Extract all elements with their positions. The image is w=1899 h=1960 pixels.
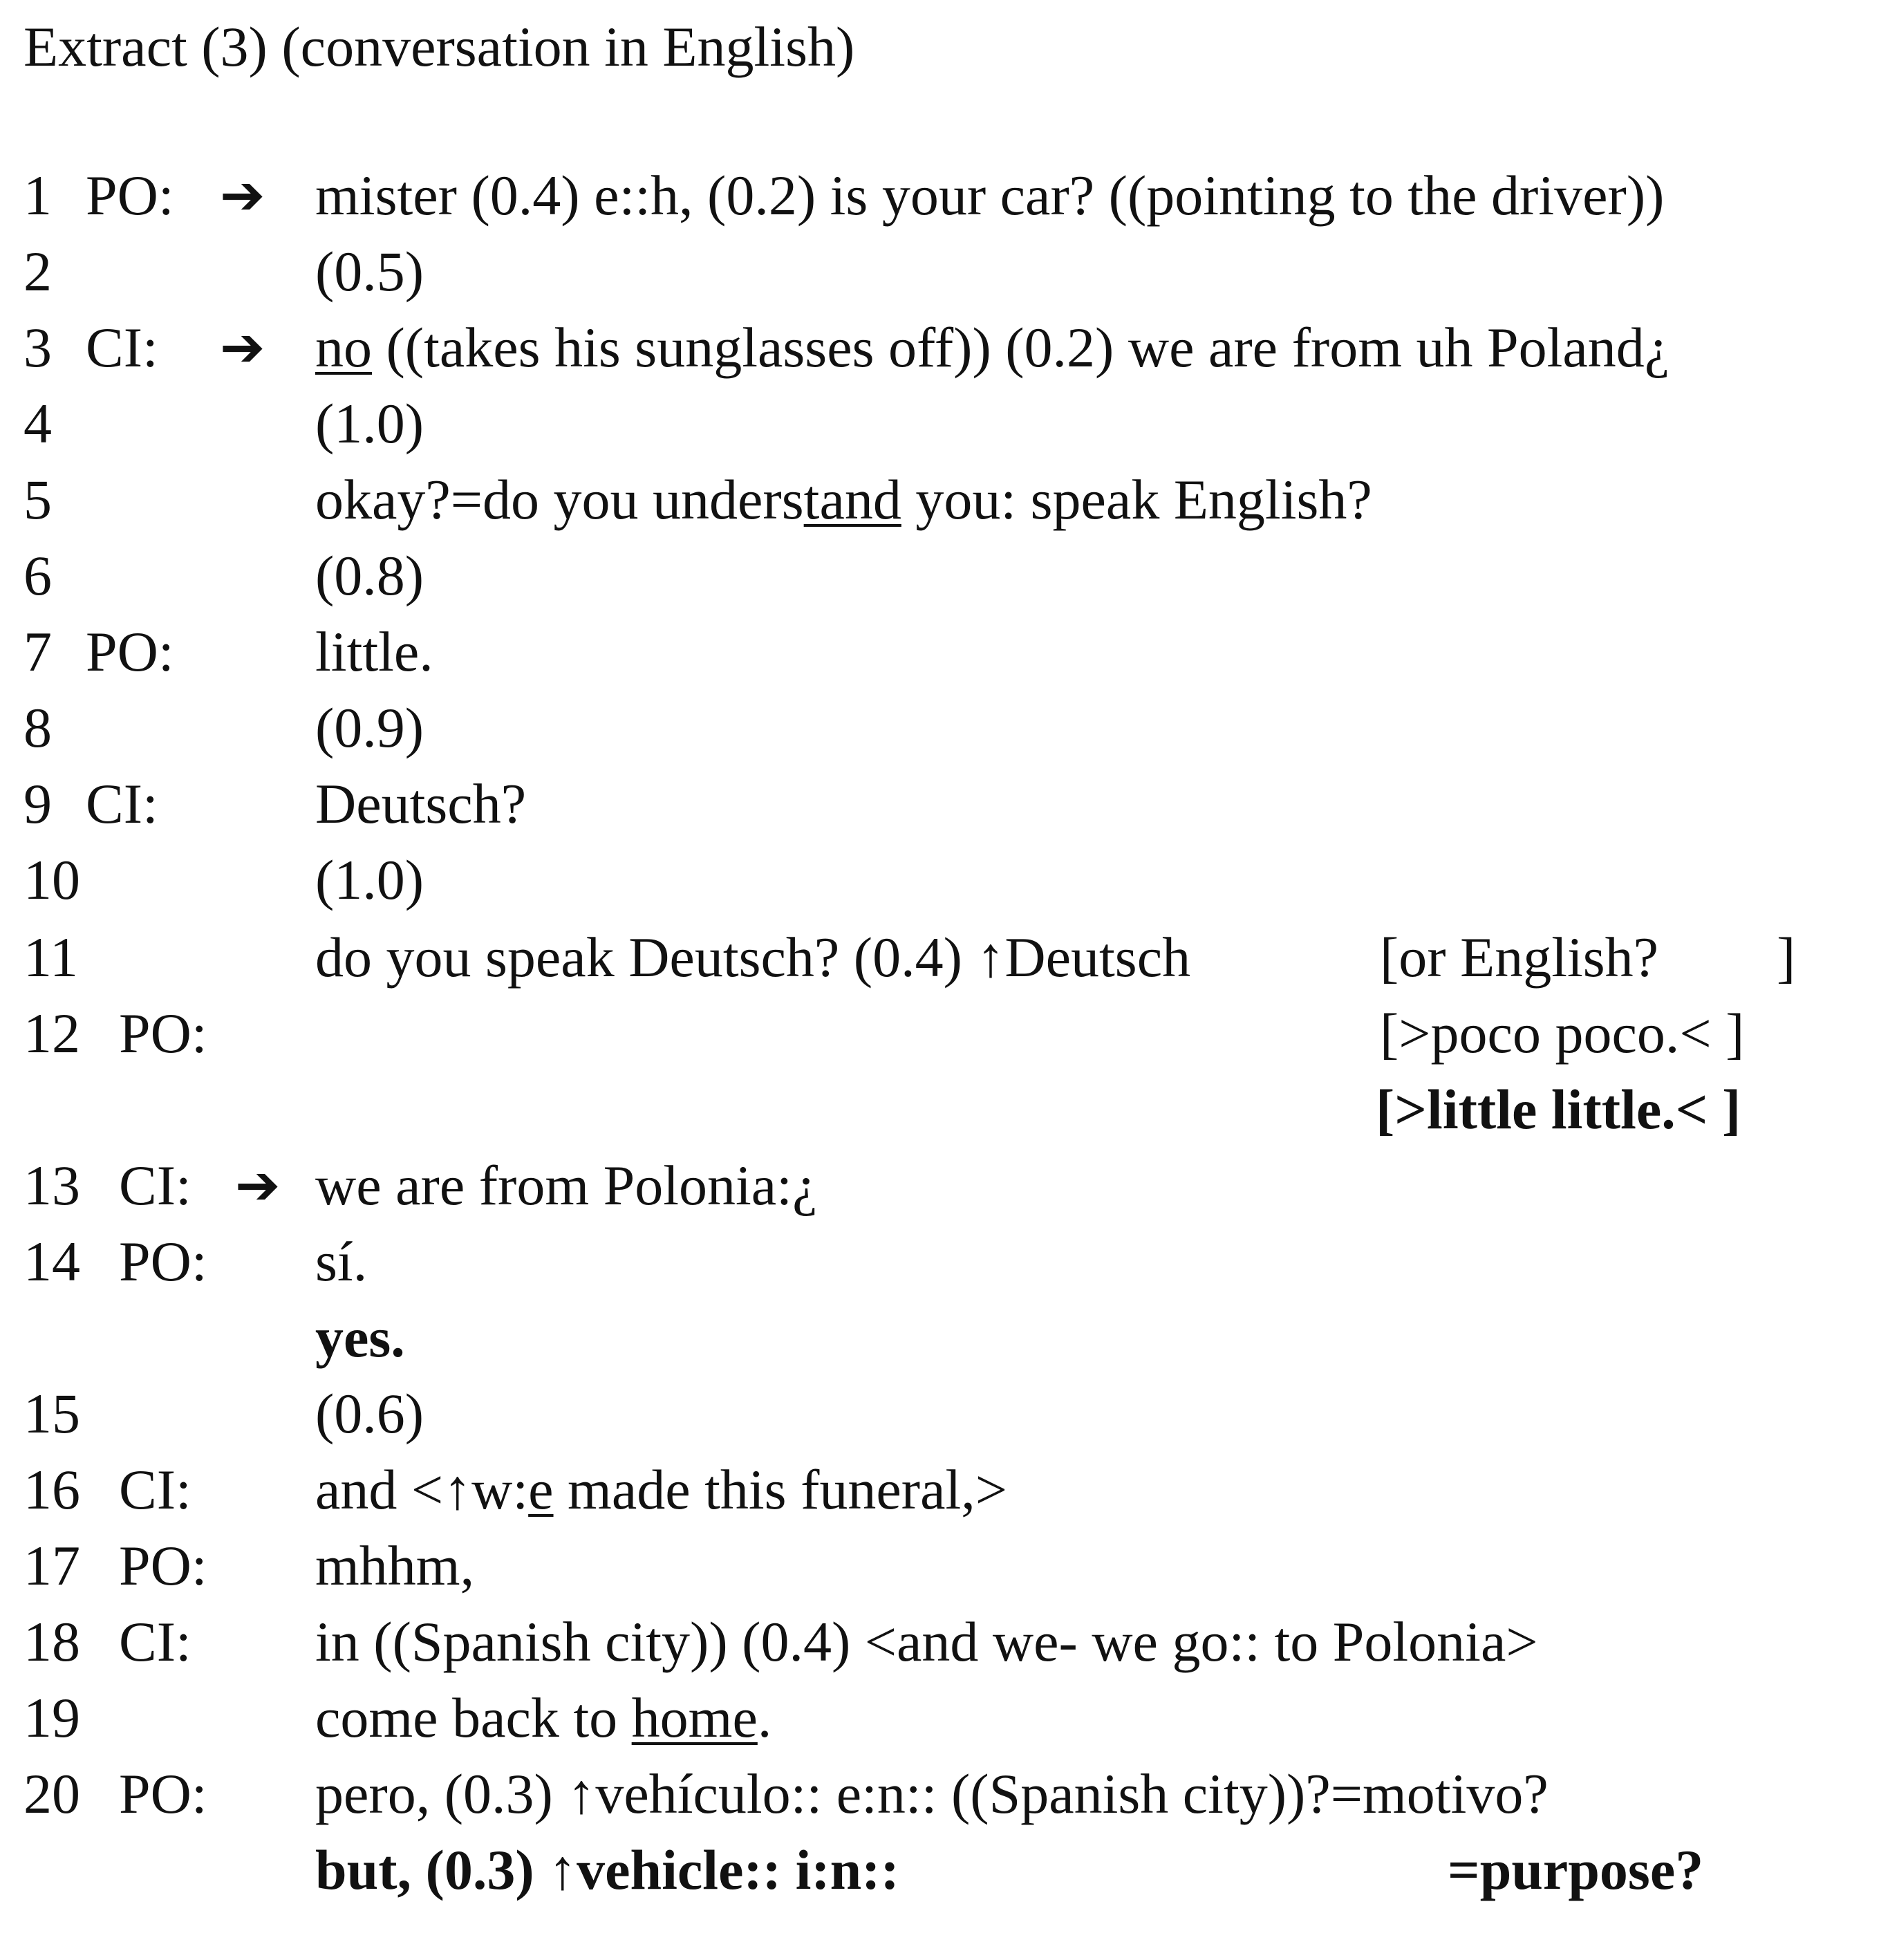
speaker-label: PO: (119, 1762, 207, 1825)
utterance-part: come back to (315, 1686, 632, 1749)
line-number: 14 (24, 1230, 80, 1293)
transcript-line-17 (0, 1528, 1899, 1604)
translation-text: yes. (315, 1306, 405, 1369)
utterance-text: mhhm, (315, 1534, 475, 1597)
transcript-line-18 (0, 1604, 1899, 1680)
speaker-label: PO: (86, 620, 174, 683)
line-number: 4 (24, 392, 52, 455)
transcript-line-14 (0, 1224, 1899, 1300)
line-number: 17 (24, 1534, 80, 1597)
line-number: 19 (24, 1686, 80, 1749)
utterance-text (315, 1452, 1007, 1528)
translation-text: [>little little.< ] (1376, 1078, 1741, 1141)
transcript-line-11 (0, 920, 1899, 996)
transcript-line-15 (0, 1376, 1899, 1452)
utterance-text: in ((Spanish city)) (0.4) <and we- we go:: to Polonia> (315, 1610, 1538, 1673)
transcript-line-1 (0, 158, 1899, 234)
line-number: 11 (24, 926, 78, 989)
arrow-icon: ➔ (235, 1155, 281, 1217)
line-number: 9 (24, 772, 52, 835)
pause-text: (0.6) (315, 1382, 424, 1445)
translation-text-end: =purpose? (1448, 1838, 1704, 1901)
underlined-word: tand (803, 468, 901, 531)
line-number: 5 (24, 468, 52, 531)
speaker-label: PO: (119, 1534, 207, 1597)
line-number: 2 (24, 240, 52, 303)
line-number: 18 (24, 1610, 80, 1673)
utterance-part: . (757, 1686, 772, 1749)
line-number: 6 (24, 544, 52, 607)
transcript-line-16 (0, 1452, 1899, 1528)
transcript-line-19 (0, 1680, 1899, 1756)
utterance-text (315, 310, 1669, 386)
overlap-onset: [or English? (1380, 926, 1659, 989)
line-number: 1 (24, 164, 52, 227)
utterance-part: made this funeral,> (553, 1458, 1008, 1521)
speaker-label: CI: (86, 772, 158, 835)
line-number: 12 (24, 1002, 80, 1065)
speaker-label: CI: (86, 316, 158, 379)
line-number: 7 (24, 620, 52, 683)
speaker-label: CI: (119, 1610, 191, 1673)
utterance-text: do you speak Deutsch? (0.4) ↑Deutsch (315, 926, 1191, 989)
line-number: 3 (24, 316, 52, 379)
transcript-line-20 (0, 1756, 1899, 1832)
transcript-line-7 (0, 614, 1899, 690)
arrow-icon: ➔ (220, 317, 265, 379)
utterance-part: you: speak English? (901, 468, 1372, 531)
extract-title: Extract (3) (conversation in English) (24, 15, 855, 78)
speaker-label: CI: (119, 1154, 191, 1217)
utterance-text: we are from Polonia:¿ (315, 1154, 818, 1217)
speaker-label: CI: (119, 1458, 191, 1521)
line-number: 13 (24, 1154, 80, 1217)
underlined-word: home (631, 1686, 758, 1749)
utterance-text: little. (315, 620, 433, 683)
utterance-text (315, 1680, 771, 1756)
transcript-line-9 (0, 766, 1899, 842)
utterance-part: okay?=do you unders (315, 468, 804, 531)
speaker-label: PO: (119, 1230, 207, 1293)
line-number: 15 (24, 1382, 80, 1445)
transcript-line-10 (0, 842, 1899, 918)
speaker-label: PO: (86, 164, 174, 227)
transcript-line-8 (0, 690, 1899, 766)
line-number: 20 (24, 1762, 80, 1825)
overlap-utterance: [>poco poco.< ] (1380, 1002, 1745, 1065)
pause-text: (0.9) (315, 696, 424, 759)
translation-text: but, (0.3) ↑vehicle:: i:n:: (315, 1838, 899, 1901)
line-number: 8 (24, 696, 52, 759)
utterance-text: mister (0.4) e::h, (0.2) is your car? ((pointing to the driver)) (315, 164, 1665, 227)
overlap-close: ] (1777, 926, 1796, 989)
pause-text: (0.8) (315, 544, 424, 607)
utterance-part: and <↑w: (315, 1458, 529, 1521)
transcript-line-4 (0, 386, 1899, 462)
line-number: 10 (24, 848, 80, 911)
transcript-line-14-translation (0, 1300, 1899, 1376)
utterance-text: pero, (0.3) ↑vehículo:: e:n:: ((Spanish city))?=motivo? (315, 1762, 1549, 1825)
line-number: 16 (24, 1458, 80, 1521)
transcript-line-2 (0, 234, 1899, 310)
underlined-word: no (315, 316, 372, 379)
transcript-line-20-translation (0, 1832, 1899, 1908)
utterance-text: Deutsch? (315, 772, 527, 835)
transcript-line-12-translation (0, 1072, 1899, 1148)
pause-text: (1.0) (315, 848, 424, 911)
utterance-text (315, 462, 1372, 538)
speaker-label: PO: (119, 1002, 207, 1065)
transcript-line-6 (0, 538, 1899, 614)
transcript-line-5 (0, 462, 1899, 538)
transcript-line-13 (0, 1148, 1899, 1224)
utterance-rest: ((takes his sunglasses off)) (0.2) we are from uh Poland¿ (372, 316, 1670, 379)
utterance-text: sí. (315, 1230, 368, 1293)
transcript-line-3 (0, 310, 1899, 386)
pause-text: (0.5) (315, 240, 424, 303)
pause-text: (1.0) (315, 392, 424, 455)
underlined-letter: e (528, 1458, 554, 1521)
transcript-line-12 (0, 996, 1899, 1072)
arrow-icon: ➔ (220, 165, 265, 227)
